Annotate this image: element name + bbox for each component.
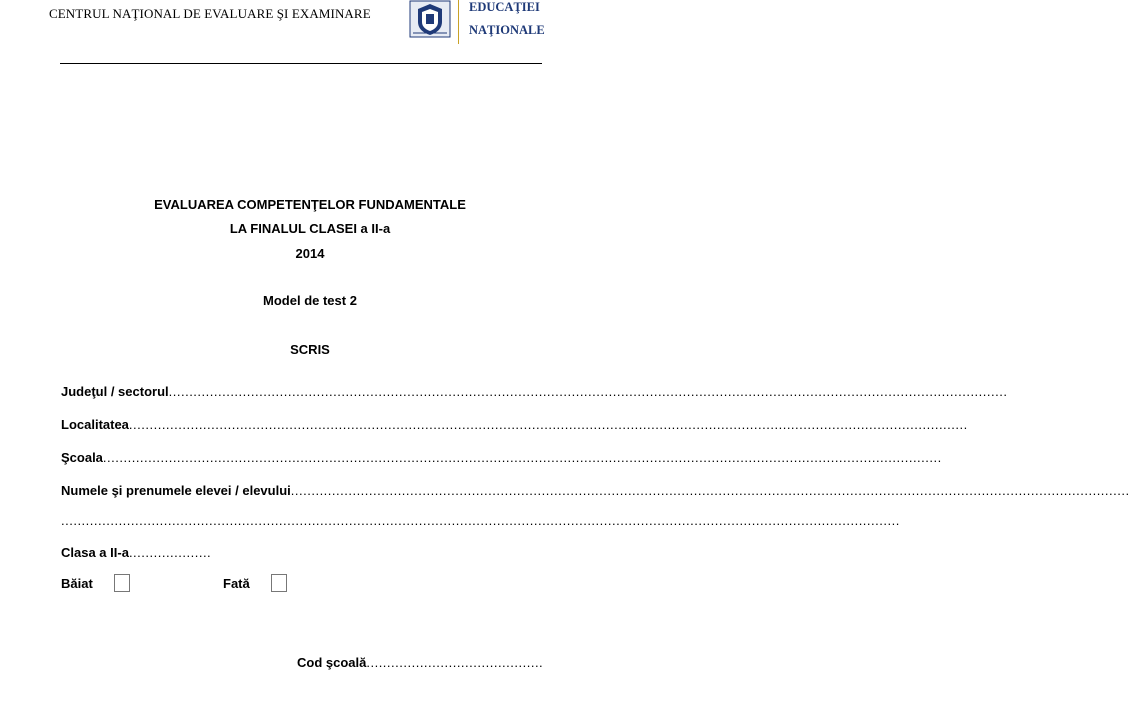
scoala-fill-line[interactable]: ............................................................................................................................................................................................................	[102, 450, 942, 465]
scoala-field[interactable]	[61, 450, 942, 465]
ministry-crest-icon	[409, 0, 451, 38]
cod-scoala-fill-line[interactable]: ...........................................	[366, 655, 544, 670]
fata-label: Fată	[223, 576, 250, 591]
exam-year: 2014	[295, 246, 325, 261]
nume-fill-line[interactable]: ............................................................................................................................................................................................................	[290, 483, 1130, 498]
header-rule	[60, 63, 542, 64]
baiat-checkbox[interactable]	[114, 574, 130, 592]
exam-subtitle: LA FINALUL CLASEI a II-a	[229, 221, 391, 236]
nume-field[interactable]	[61, 483, 1130, 498]
baiat-label: Băiat	[61, 576, 93, 591]
nume-continuation-fill-line[interactable]: ............................................................................................................................................................................................................	[61, 513, 900, 528]
clasa-label: Clasa a II-a	[61, 545, 129, 560]
test-model: Model de test 2	[263, 293, 357, 308]
scoala-label: Şcoala	[61, 450, 103, 465]
judet-label: Judeţul / sectorul	[61, 384, 169, 399]
localitate-fill-line[interactable]: ............................................................................................................................................................................................................	[128, 417, 968, 432]
judet-field[interactable]	[61, 384, 1008, 399]
fata-checkbox[interactable]	[271, 574, 287, 592]
section-title: SCRIS	[290, 342, 330, 357]
nume-continuation-field[interactable]	[61, 513, 900, 528]
cod-scoala-field[interactable]	[297, 655, 543, 670]
header-ministry-line1: EDUCAŢIEI	[469, 0, 540, 14]
clasa-fill-line[interactable]: ....................	[128, 545, 212, 560]
clasa-field[interactable]	[61, 545, 211, 560]
header-institution-title: CENTRUL NAŢIONAL DE EVALUARE ŞI EXAMINARE	[49, 6, 371, 21]
header-ministry-line2: NAŢIONALE	[469, 23, 545, 37]
judet-fill-line[interactable]: ............................................................................................................................................................................................................	[168, 384, 1008, 399]
exam-title: EVALUAREA COMPETENŢELOR FUNDAMENTALE	[154, 197, 466, 212]
header-divider	[458, 0, 459, 44]
localitate-label: Localitatea	[61, 417, 129, 432]
localitate-field[interactable]	[61, 417, 968, 432]
nume-label: Numele şi prenumele elevei / elevului	[61, 483, 291, 498]
cod-scoala-label: Cod şcoală	[297, 655, 367, 670]
